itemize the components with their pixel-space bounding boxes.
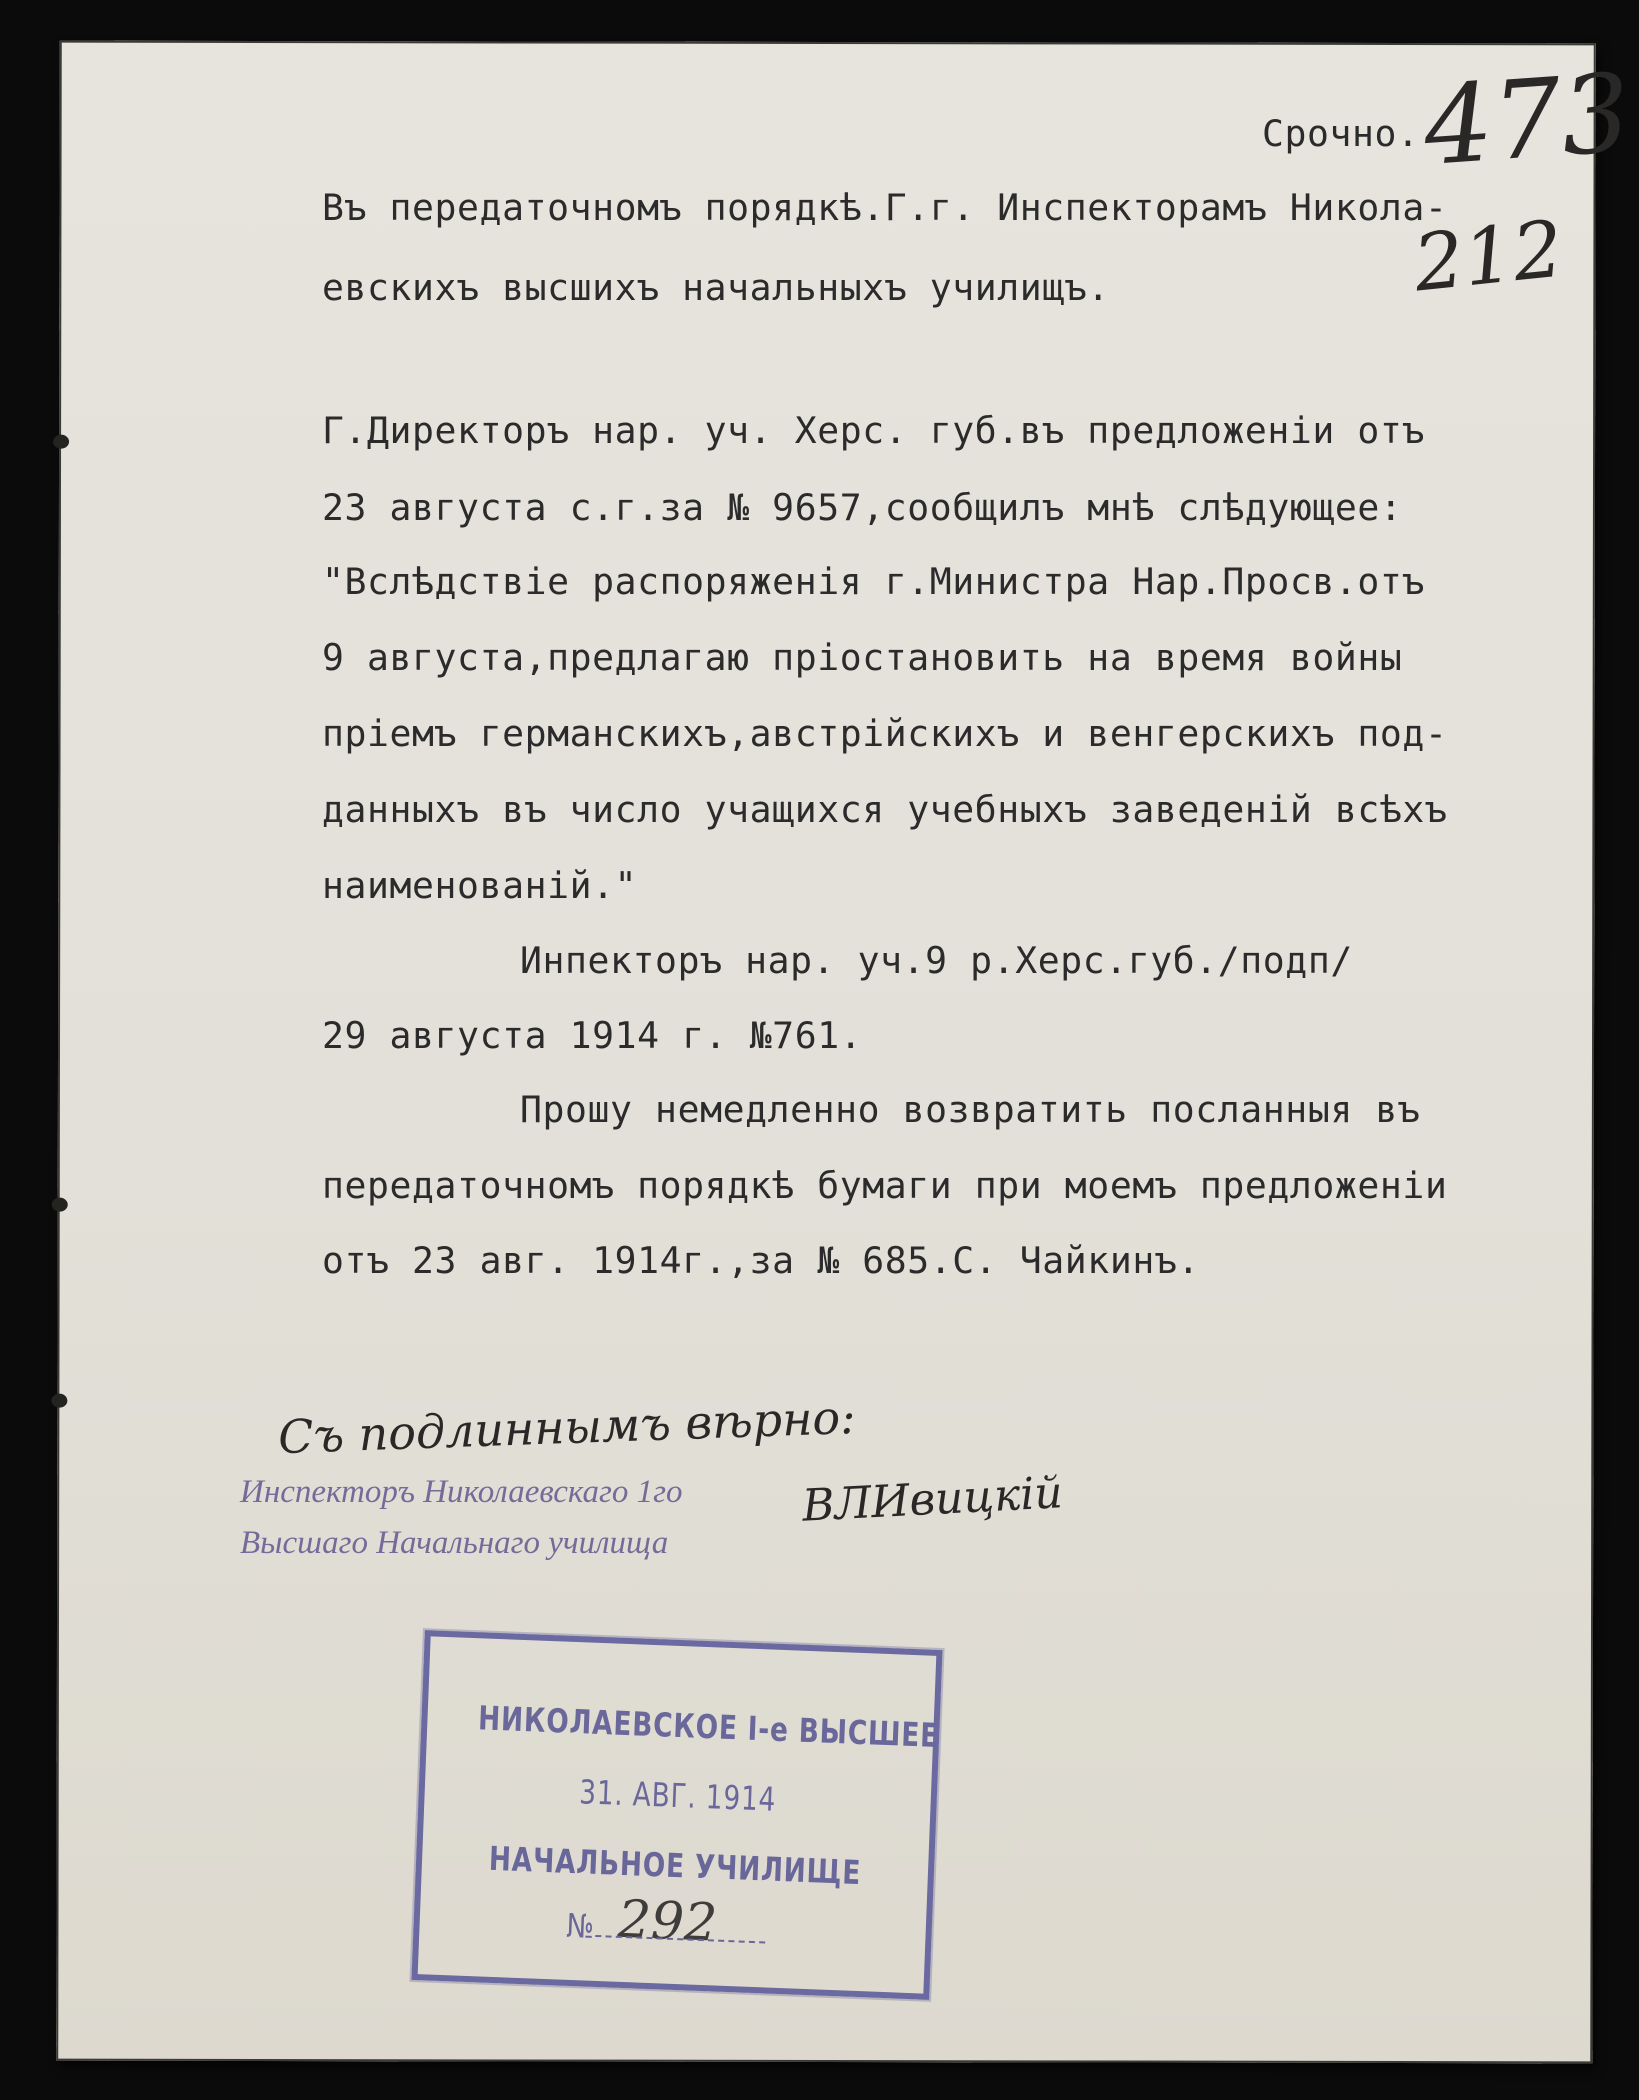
urgent-label: Срочно.	[1262, 112, 1420, 155]
punch-hole	[52, 1198, 68, 1212]
request-line: отъ 23 авг. 1914г.,за № 685.С. Чайкинъ.	[322, 1239, 1200, 1282]
body-line: данныхъ въ число учащихся учебныхъ заведеній всѣхъ	[322, 788, 1448, 831]
stamp-date: 31. АВГ. 1914	[578, 1772, 777, 1819]
body-line: 23 августа с.г.за № 9657,сообщилъ мнѣ слѣдующее:	[322, 486, 1403, 529]
page-number: 212	[1409, 204, 1568, 310]
signature: ВЛИвицкій	[800, 1467, 1064, 1532]
punch-hole	[51, 1394, 67, 1408]
handwritten-note: Съ подлиннымъ вѣрно:	[277, 1389, 857, 1465]
body-line: пріемъ германскихъ,австрійскихъ и венгерскихъ под-	[322, 712, 1448, 755]
punch-hole	[53, 435, 69, 449]
stamp-number-value: 292	[616, 1889, 719, 1954]
signature-stamp-line: Высшаго Начальнаго училища	[240, 1525, 669, 1561]
stamp-number-label: №	[565, 1905, 596, 1946]
archive-number: 473	[1419, 50, 1635, 191]
registry-stamp	[411, 1630, 942, 2000]
header-line-1: Въ передаточномъ порядкѣ.Г.г. Инспекторамъ Николa-	[322, 186, 1448, 229]
body-line: 9 августа,предлагаю пріостановить на время войны	[322, 636, 1403, 679]
stamp-school-type: НАЧАЛЬНОЕ УЧИЛИЩЕ	[488, 1838, 862, 1893]
body-line: Г.Директоръ нар. уч. Херс. губ.въ предложеніи отъ	[322, 409, 1425, 452]
stamp-school-name: НИКОЛАЕВСКОЕ І-е ВЫСШЕЕ	[477, 1698, 940, 1755]
body-line: "Вслѣдствіе распоряженія г.Министра Нар.Просв.отъ	[322, 560, 1425, 603]
inspector-line: Инпекторъ нар. уч.9 р.Херс.губ./подп/	[520, 939, 1353, 982]
body-line: наименованій."	[322, 864, 638, 907]
header-line-2: евскихъ высшихъ начальныхъ училищъ.	[322, 266, 1110, 309]
signature-stamp-line: Инспекторъ Николаевскаго 1го	[240, 1474, 683, 1510]
date-line: 29 августа 1914 г. №761.	[322, 1014, 863, 1057]
request-line: Прошу немедленно возвратить посланныя въ	[520, 1088, 1421, 1131]
request-line: передаточномъ порядкѣ бумаги при моемъ предложеніи	[322, 1164, 1448, 1207]
